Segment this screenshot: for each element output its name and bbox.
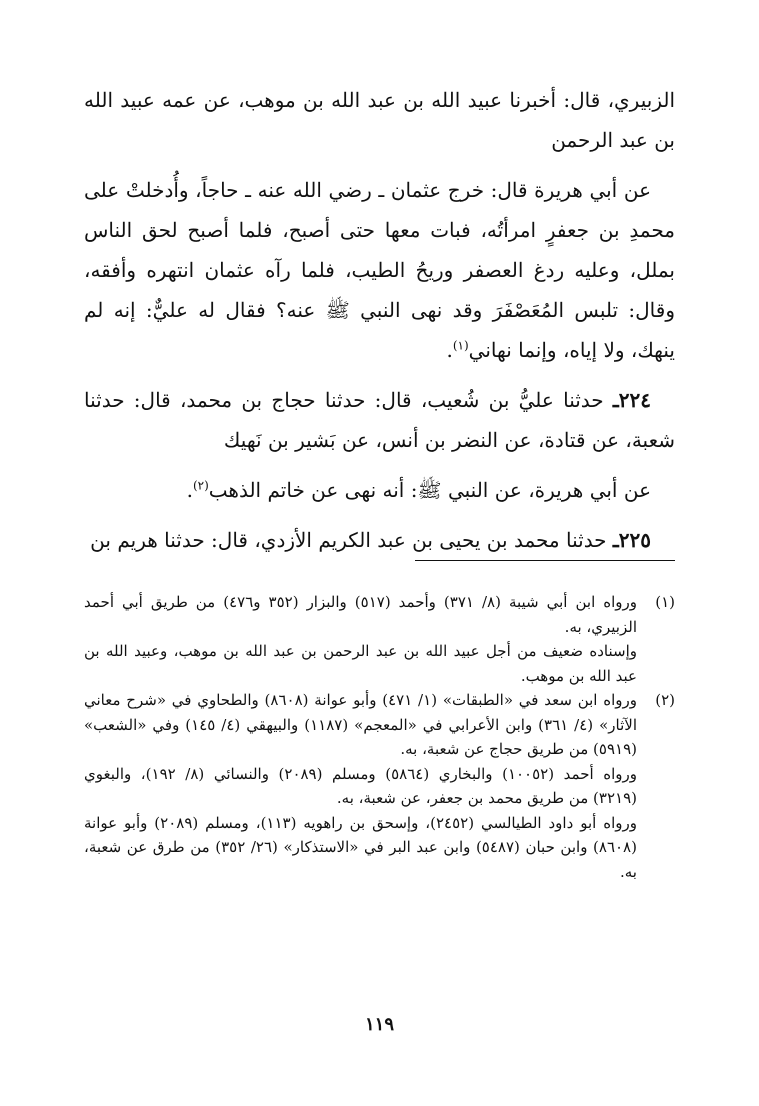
footnote-reference[interactable]: (٢) [192, 478, 209, 493]
footnote-line: وإسناده ضعيف من أجل عبيد الله بن عبد الرحمن بن عبد الله بن موهب، وعبيد الله بن عبد الله بن موهب. [84, 642, 637, 685]
footnote-line: ورواه ابن سعد في «الطبقات» (١/ ٤٧١) وأبو عوانة (٨٦٠٨) والطحاوي في «شرح معاني الآثار» (٤/ ٣٦١) وابن الأعرابي في «المعجم» (١١٨٧) والبيهقي (٤/ ١٤٥) وفي «الشعب» (٥٩١٩) من طريق حجاج عن شعبة، به. [84, 691, 638, 758]
footnote-line: ورواه أبو داود الطيالسي (٢٤٥٢)، وإسحق بن راهويه (١١٣)، ومسلم (٢٠٨٩) وأبو عوانة (٨٦٠٨) وابن حبان (٥٤٨٧) وابن عبد البر في «الاستذكار» (٢٦/ ٣٥٢) من طرق عن شعبة، به. [84, 813, 638, 881]
paragraph-text: حدثنا عليُّ بن شُعيب، قال: حدثنا حجاج بن محمد، قال: حدثنا شعبة، عن قتادة، عن النضر بن أنس، عن بَشير بن نَهيك [84, 388, 675, 452]
paragraph-hadith-224 [84, 380, 675, 460]
footnote-number: (١) [655, 593, 675, 611]
hadith-number: ٢٢٤ـ [612, 388, 651, 412]
footnote-number: (٢) [655, 691, 675, 709]
page-number: ١١٩ [364, 1014, 394, 1035]
paragraph-text: حدثنا محمد بن يحيى بن عبد الكريم الأزدي، قال: حدثنا هريم بن [90, 528, 613, 552]
footnote-body [84, 688, 637, 884]
paragraph-text: عن أبي هريرة، عن النبي ﷺ: أنه نهى عن خاتم الذهب [208, 478, 651, 502]
footnote-divider [415, 560, 675, 561]
main-text [84, 80, 675, 570]
paragraph-text: الزبيري، قال: أخبرنا عبيد الله بن عبد الله بن موهب، عن عمه عبيد الله بن عبد الرحمن [84, 88, 676, 152]
paragraph-text: عن أبي هريرة قال: خرج عثمان ـ رضي الله عنه ـ حاجاً، وأُدخلتْ على محمدِ بن جعفرٍ امرأتُه، فبات معها حتى أصبح، فلما أصبح لحق الناس بملل، وعليه ردغ العصفر وريحُ الطيب، فلما رآه عثمان انتهره وأفقه، وقال: تلبس المُعَصْفَرَ وقد نهى النبي ﷺ عنه؟ فقال له عليٌّ: إنه لم ينهك، ولا إياه، وإنما نهاني [84, 178, 675, 362]
footnotes-section [84, 590, 675, 884]
paragraph-hadith-225 [84, 520, 675, 560]
footnote-line: ورواه ابن أبي شيبة (٨/ ٣٧١) وأحمد (٥١٧) والبزار (٣٥٢ و٤٧٦) من طريق أبي أحمد الزبيري، به. [84, 593, 638, 636]
hadith-number: ٢٢٥ـ [612, 528, 651, 552]
footnote-body [84, 590, 637, 688]
footnote-reference[interactable]: (١) [452, 338, 469, 353]
paragraph-isnad-continuation [84, 80, 675, 160]
paragraph-end: . [186, 478, 193, 502]
footnote-line: ورواه أحمد (١٠٠٥٢) والبخاري (٥٨٦٤) ومسلم (٢٠٨٩) والنسائي (٨/ ١٩٢)، والبغوي (٣٢١٩) من طريق محمد بن جعفر، عن شعبة، به. [84, 764, 637, 807]
footnote [84, 590, 675, 688]
paragraph-hadith-223 [84, 170, 675, 370]
paragraph-hadith-224-matn [84, 470, 675, 510]
paragraph-end: . [446, 338, 453, 362]
footnote [84, 688, 675, 884]
